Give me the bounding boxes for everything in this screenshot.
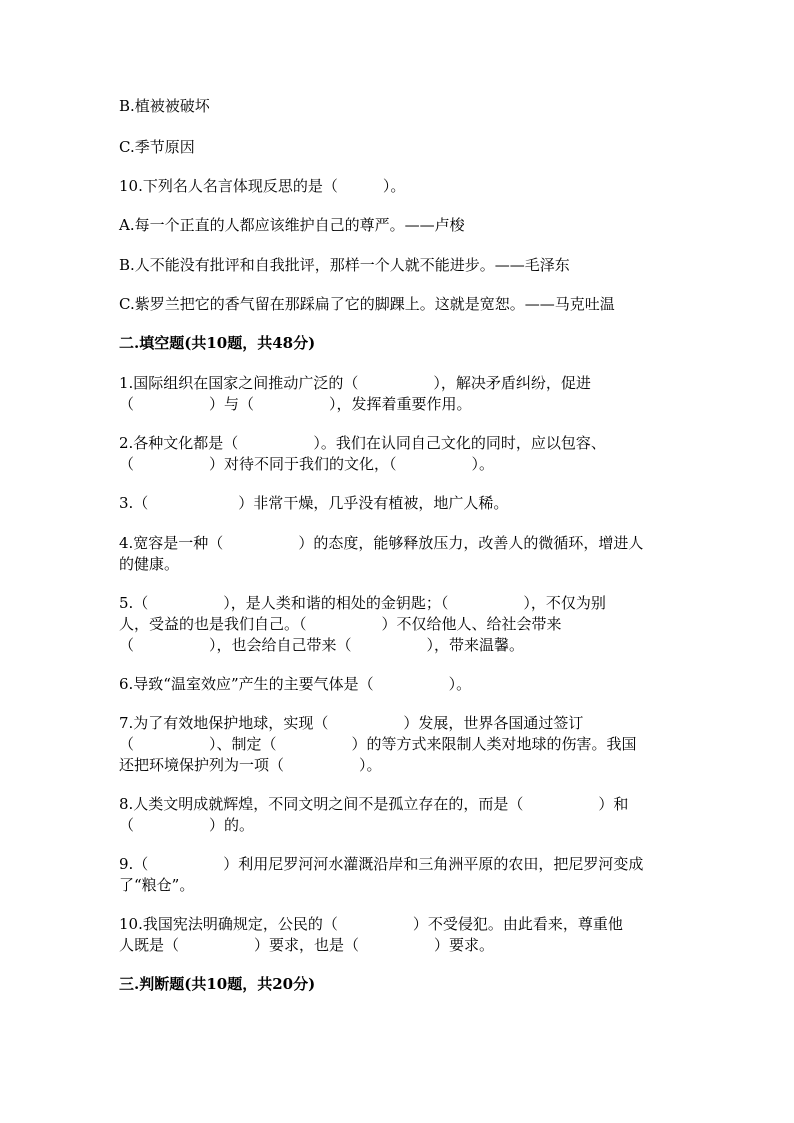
fill-question-5-line2: 人，受益的也是我们自己。（ ）不仅给他人、给社会带来 bbox=[119, 615, 562, 633]
fill-question-5-line1: 5.（ ），是人类和谐的相处的金钥匙；（ ），不仅为别 bbox=[119, 594, 606, 612]
option-b-vegetation: B.植被被破坏 bbox=[119, 97, 210, 115]
fill-question-7-line3: 还把环境保护列为一项（ ）。 bbox=[119, 756, 382, 774]
fill-question-6: 6.导致“温室效应”产生的主要气体是（ ）。 bbox=[119, 675, 472, 693]
fill-question-1-line1: 1.国际组织在国家之间推动广泛的（ ），解决矛盾纠纷，促进 bbox=[119, 374, 591, 392]
option-c-season: C.季节原因 bbox=[119, 138, 195, 156]
fill-question-8-line1: 8.人类文明成就辉煌，不同文明之间不是孤立存在的，而是（ ）和 bbox=[119, 795, 629, 813]
section-true-false-heading: 三.判断题(共10题，共20分) bbox=[119, 975, 316, 993]
fill-question-10-line2: 人既是（ ）要求，也是（ ）要求。 bbox=[119, 936, 495, 954]
fill-question-1-line2: （ ）与（ ），发挥着重要作用。 bbox=[119, 395, 472, 413]
fill-question-4-line1: 4.宽容是一种（ ）的态度，能够释放压力，改善人的微循环，增进人 bbox=[119, 534, 644, 552]
fill-question-8-line2: （ ）的。 bbox=[119, 816, 255, 834]
fill-question-9-line1: 9.（ ）利用尼罗河河水灌溉沿岸和三角洲平原的农田，把尼罗河变成 bbox=[119, 855, 644, 873]
fill-question-4-line2: 的健康。 bbox=[119, 555, 180, 573]
question-10-choice: 10.下列名人名言体现反思的是（ ）。 bbox=[119, 177, 406, 195]
section-fill-in-heading: 二.填空题(共10题，共48分) bbox=[119, 334, 316, 352]
fill-question-2-line2: （ ）对待不同于我们的文化，（ ）。 bbox=[119, 455, 495, 473]
fill-question-2-line1: 2.各种文化都是（ ）。我们在认同自己文化的同时，应以包容、 bbox=[119, 434, 606, 452]
fill-question-7-line2: （ ）、制定（ ）的等方式来限制人类对地球的伤害。我国 bbox=[119, 735, 637, 753]
option-b-mao: B.人不能没有批评和自我批评，那样一个人就不能进步。——毛泽东 bbox=[119, 256, 570, 274]
fill-question-10-line1: 10.我国宪法明确规定，公民的（ ）不受侵犯。由此看来，尊重他 bbox=[119, 915, 623, 933]
fill-question-9-line2: 了“粮仓”。 bbox=[119, 876, 195, 894]
option-a-rousseau: A.每一个正直的人都应该维护自己的尊严。——卢梭 bbox=[119, 216, 465, 234]
fill-question-7-line1: 7.为了有效地保护地球，实现（ ）发展，世界各国通过签订 bbox=[119, 714, 584, 732]
fill-question-5-line3: （ ），也会给自己带来（ ），带来温馨。 bbox=[119, 636, 525, 654]
option-c-twain: C.紫罗兰把它的香气留在那踩扁了它的脚踝上。这就是宽恕。——马克吐温 bbox=[119, 295, 615, 313]
fill-question-3: 3.（ ）非常干燥，几乎没有植被，地广人稀。 bbox=[119, 494, 509, 512]
